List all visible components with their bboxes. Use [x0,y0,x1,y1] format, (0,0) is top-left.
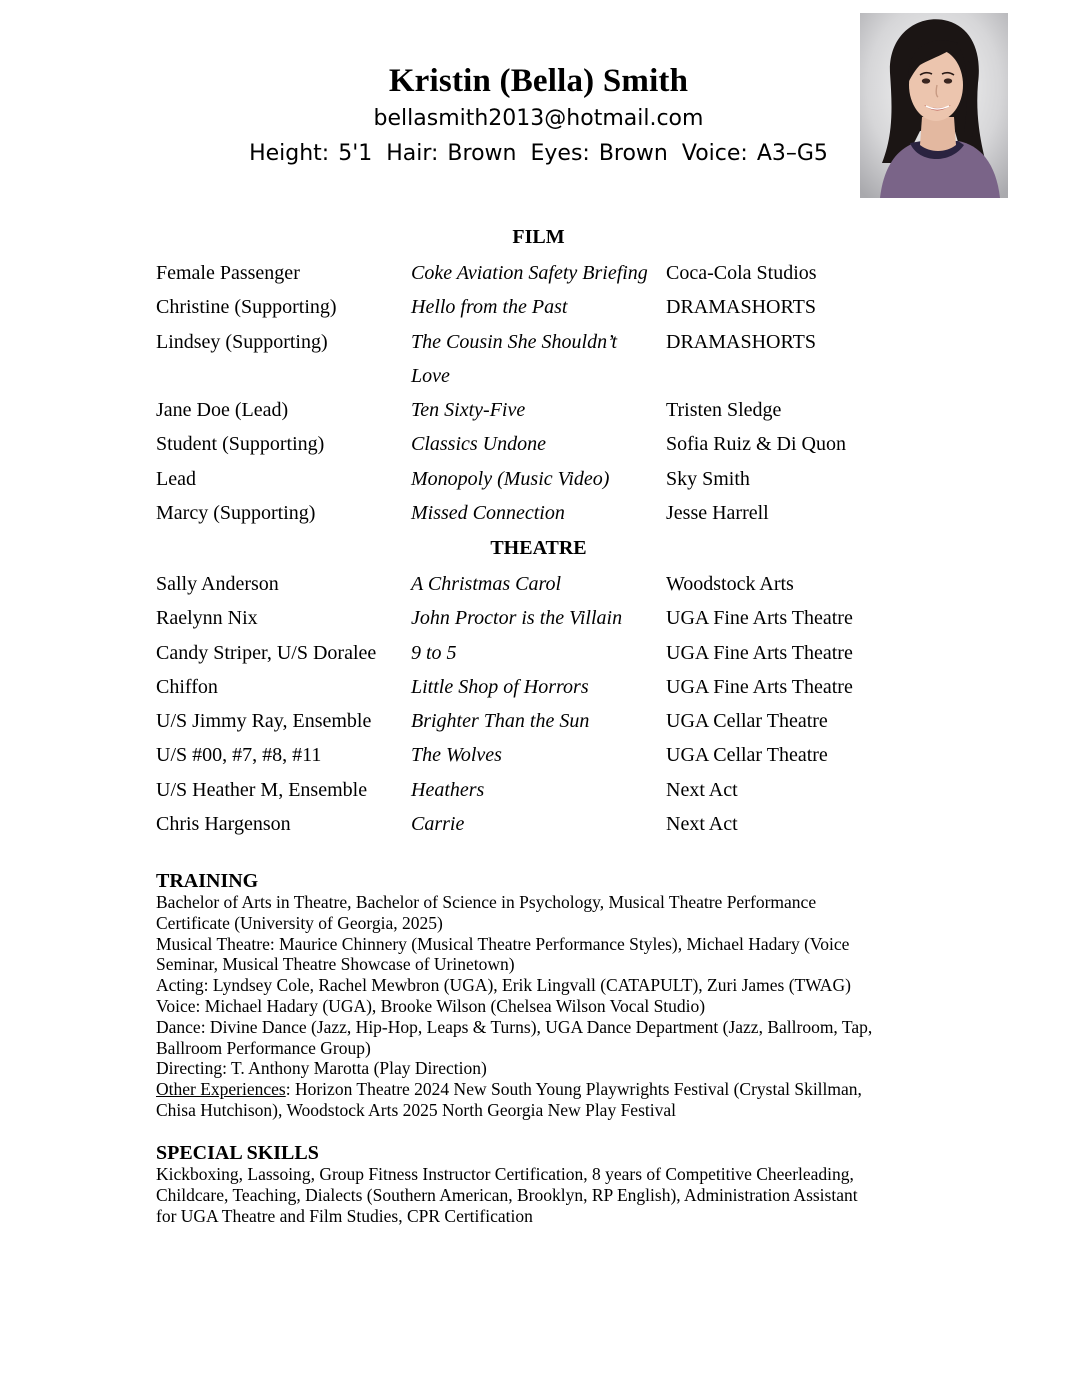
special-skills-heading: SPECIAL SKILLS [156,1142,319,1164]
training-line: Chisa Hutchison), Woodstock Arts 2025 North Georgia New Play Festival [156,1099,676,1120]
credit-role: U/S Heather M, Ensemble [156,778,368,801]
table-row [156,704,876,738]
credit-role: Chris Hargenson [156,813,291,836]
resume-name: Kristin (Bella) Smith [388,63,689,99]
training-line-other [156,1079,926,1100]
table-row [156,807,876,841]
credit-role: Raelynn Nix [156,607,258,630]
table-row [156,393,876,427]
credit-company: Next Act [666,778,738,801]
table-row [156,738,876,772]
theatre-credits-table [156,567,876,841]
credit-company: UGA Cellar Theatre [666,710,828,733]
training-line: Seminar, Musical Theatre Showcase of Urinetown) [156,954,515,975]
credit-title: Ten Sixty-Five [411,399,526,422]
special-skills-section [156,1142,926,1226]
credit-role: Lindsey (Supporting) [156,330,328,353]
credit-role: U/S #00, #7, #8, #11 [156,744,322,767]
theatre-heading: THEATRE [490,537,587,559]
training-line: Bachelor of Arts in Theatre, Bachelor of Science in Psychology, Musical Theatre Performance [156,892,817,912]
credit-company: Woodstock Arts [666,573,794,595]
credit-company: Jesse Harrell [666,502,769,525]
credit-company: Next Act [666,813,738,836]
credit-role: Lead [156,467,196,490]
credit-title: Hello from the Past [411,296,568,319]
credit-role: Christine (Supporting) [156,296,337,319]
credit-title: John Proctor is the Villain [411,607,623,630]
table-row [156,773,876,807]
credit-title: 9 to 5 [411,641,457,664]
credit-title: Missed Connection [411,502,565,525]
credit-title: The Cousin She Shouldn’t Love [411,330,618,387]
credit-role: Marcy (Supporting) [156,502,316,525]
table-row [156,256,876,290]
table-row [156,670,876,704]
credit-role: Female Passenger [156,262,300,284]
training-line: Ballroom Performance Group) [156,1037,371,1058]
film-heading: FILM [512,226,565,248]
training-line: Directing: T. Anthony Marotta (Play Direction) [156,1058,487,1079]
credit-company: Coca-Cola Studios [666,262,817,284]
table-row [156,496,876,530]
training-line: Acting: Lyndsey Cole, Rachel Mewbron (UGA), Erik Lingvall (CATAPULT), Zuri James (TWAG) [156,975,851,996]
other-experiences-text: : Horizon Theatre 2024 New South Young Playwrights Festival (Crystal Skillman, [285,1079,862,1100]
skills-line: Kickboxing, Lassoing, Group Fitness Instructor Certification, 8 years of Competitive Cheerleading, [156,1164,854,1184]
credit-role: U/S Jimmy Ray, Ensemble [156,710,372,733]
credit-title: Coke Aviation Safety Briefing [411,262,648,284]
credit-role: Candy Striper, U/S Doralee [156,641,377,664]
training-line: Voice: Michael Hadary (UGA), Brooke Wilson (Chelsea Wilson Vocal Studio) [156,995,706,1016]
headshot-photo [860,13,1008,198]
credit-title: Classics Undone [411,433,546,456]
table-row [156,462,876,496]
skills-line: Childcare, Teaching, Dialects (Southern American, Brooklyn, RP English), Administration Assistant [156,1184,858,1205]
credit-role: Sally Anderson [156,573,279,595]
credit-company: UGA Fine Arts Theatre [666,607,853,630]
credit-title: Little Shop of Horrors [411,675,589,698]
credit-company: Sky Smith [666,467,750,490]
credit-title: A Christmas Carol [411,573,562,595]
credit-role: Chiffon [156,675,218,698]
credit-company: DRAMASHORTS [666,330,816,353]
stat-eyes: Eyes: Brown [530,141,668,166]
credit-title: Carrie [411,813,465,836]
credit-title: The Wolves [411,744,502,767]
stat-height: Height: 5'1 [249,141,373,166]
stat-hair: Hair: Brown [386,141,517,166]
training-line: Dance: Divine Dance (Jazz, Hip-Hop, Leaps & Turns), UGA Dance Department (Jazz, Ballroom, Tap, [156,1016,873,1037]
film-credits-table [156,256,876,530]
credit-company: Sofia Ruiz & Di Quon [666,433,846,456]
credit-role: Student (Supporting) [156,433,325,456]
table-row [156,290,876,324]
training-line: Musical Theatre: Maurice Chinnery (Musical Theatre Performance Styles), Michael Hadary (Voice [156,933,850,954]
table-row [156,567,876,601]
headshot-illustration [860,13,1008,198]
training-section [156,870,926,1121]
table-row [156,636,876,670]
credit-role: Jane Doe (Lead) [156,399,289,422]
email-address[interactable]: bellasmith2013@hotmail.com [373,106,704,131]
credit-company: Tristen Sledge [666,399,782,422]
credit-company: UGA Cellar Theatre [666,744,828,767]
table-row [156,325,876,394]
training-line: Certificate (University of Georgia, 2025) [156,912,443,933]
credit-company: UGA Fine Arts Theatre [666,675,853,698]
training-heading: TRAINING [156,870,259,892]
other-experiences-label: Other Experiences [156,1079,286,1100]
credit-title: Heathers [411,778,485,801]
credit-company: DRAMASHORTS [666,296,816,319]
skills-line: for UGA Theatre and Film Studies, CPR Certification [156,1205,533,1226]
table-row [156,601,876,635]
table-row [156,427,876,461]
credit-title: Brighter Than the Sun [411,710,590,733]
stat-voice: Voice: A3–G5 [681,141,828,166]
credit-title: Monopoly (Music Video) [411,467,610,490]
credit-company: UGA Fine Arts Theatre [666,641,853,664]
